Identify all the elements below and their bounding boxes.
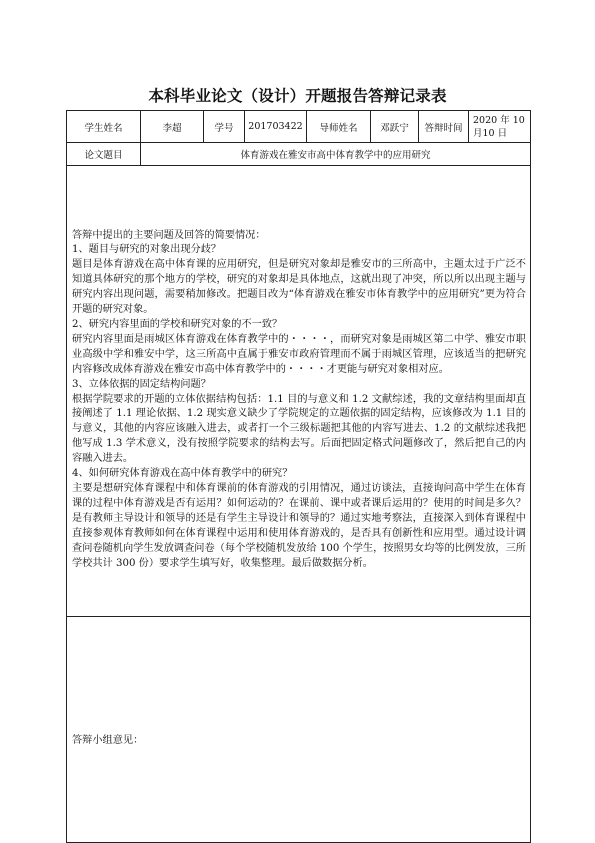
group-opinion-label: 答辩小组意见： [72,734,144,746]
answer-4: 主要是想研究体育课程中和体育课前的体育游戏的引用情况，通过访谈法，直接询问高中学生在体育课的过程中体育游戏是否有运用？如何运动的？在课前、课中或者课后运用的？使用的时间是多久？是有教师主导设计和领导的还是有学生主导设计和领导的？通过实地考察法，直接深入到体育课程中直接参观体育教师如何在体育课程中运用和使用体育游戏的，是否具有创新性和应用型。通过设计调查问卷随机向学生发放调查问卷（每个学校随机发放给 100 个学生，按照男女均等的比例发放，三所学校共计 300 份）要求学生填写好，收集整理。最后做数据分析。 [72,482,526,569]
question-3: 3、立体依据的固定结构问题？ [72,378,211,390]
thesis-row [67,143,531,166]
qa-content [67,211,530,572]
advisor-value: 邓跃宁 [371,111,419,143]
defense-record-table [66,110,531,843]
group-opinion-cell [67,617,531,843]
question-4: 4、如何研究体育游戏在高中体育教学中的研究？ [72,468,293,480]
defense-time-value: 2020 年 10 月10 日 [469,111,531,143]
answer-1: 题目是体育游戏在高中体育课的应用研究，但是研究对象却是雅安市的三所高中，主题太过于广泛不知道具体研究的那个地方的学校，研究的对象却是具体地点，这就出现了冲突，所以所以出现主题与研究内容出现问题，需要稍加修改。把题目改为“体育游戏在雅安市体育教学中的应用研究”更为符合开题的研究对象。 [72,259,526,316]
student-name-label: 学生姓名 [67,111,141,143]
answer-2: 研究内容里面是雨城区体育游戏在体育教学中的・・・・，而研究对象是雨城区第二中学、雅安市职业高级中学和雅安中学，这三所高中直属于雅安市政府管理而不属于雨城区管理，应该适当的把研究内容修改成体育游戏在雅安市高中体育教学中的・・・・才更能与研究对象相对应。 [72,333,526,375]
qa-cell [67,166,531,617]
thesis-title-value: 体育游戏在雅安市高中体育教学中的应用研究 [141,143,531,166]
defense-time-label: 答辩时间 [419,111,469,143]
student-id-label: 学号 [204,111,245,143]
group-opinion-row [67,617,531,843]
page-title: 本科毕业论文（设计）开题报告答辩记录表 [148,87,447,105]
qa-intro: 答辩中提出的主要问题及回答的简要情况： [72,229,266,241]
question-2: 2、研究内容里面的学校和研究对象的不一致？ [72,319,283,331]
student-id-value: 201703422 [245,111,307,143]
answer-3: 根据学院要求的开题的立体依据结构包括：1.1 目的与意义和 1.2 文献综述，我的文章结构里面却直接阐述了 1.1 理论依据、1.2 现实意义缺少了学院规定的立题依据的固定结构，应该修改为 1.1 目的与意义，其他的内容应该融入进去，或者打一个三级标题把其他的内容写进去、1.2 的文献综述我把他写成 1.3 学术意义，没有按照学院要求的结构去写。后面把固定格式问题修改了，然后把自己的内容融入进去。 [72,393,526,465]
question-1: 1、题目与研究的对象出现分歧？ [72,244,222,256]
qa-row [67,166,531,617]
student-name-value: 李超 [141,111,204,143]
thesis-title-label: 论文题目 [67,143,141,166]
advisor-label: 导师姓名 [307,111,371,143]
header-row [67,111,531,143]
